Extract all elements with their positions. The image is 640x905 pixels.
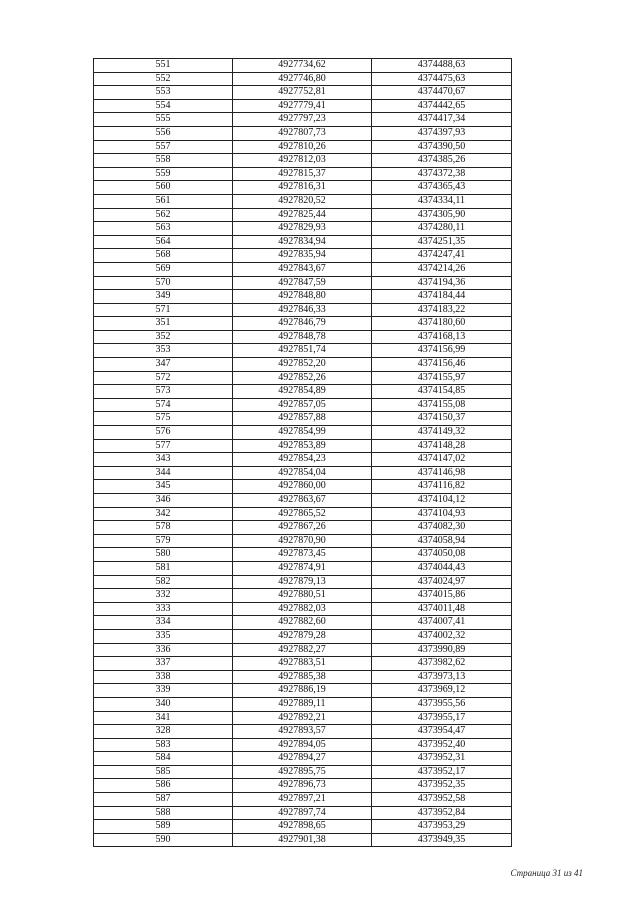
point-number-cell: 351 [94,317,233,331]
point-number-cell: 336 [94,643,233,657]
x-coordinate-cell: 4927812,03 [233,154,372,168]
x-coordinate-cell: 4927851,74 [233,344,372,358]
table-row [94,371,512,385]
x-coordinate-cell: 4927854,23 [233,453,372,467]
point-number-cell: 571 [94,303,233,317]
table-row [94,358,512,372]
point-number-cell: 575 [94,412,233,426]
y-coordinate-cell: 4374194,36 [372,276,512,290]
point-number-cell: 553 [94,86,233,100]
point-number-cell: 338 [94,670,233,684]
table-row [94,575,512,589]
x-coordinate-cell: 4927857,05 [233,398,372,412]
x-coordinate-cell: 4927867,26 [233,521,372,535]
point-number-cell: 590 [94,833,233,847]
table-row [94,426,512,440]
point-number-cell: 556 [94,126,233,140]
y-coordinate-cell: 4373952,35 [372,779,512,793]
point-number-cell: 353 [94,344,233,358]
point-number-cell: 585 [94,765,233,779]
table-row [94,494,512,508]
table-row [94,290,512,304]
table-row [94,602,512,616]
y-coordinate-cell: 4374116,82 [372,480,512,494]
x-coordinate-cell: 4927829,93 [233,222,372,236]
x-coordinate-cell: 4927882,03 [233,602,372,616]
point-number-cell: 552 [94,72,233,86]
y-coordinate-cell: 4374155,97 [372,371,512,385]
coordinates-table-body [94,59,512,847]
y-coordinate-cell: 4374007,41 [372,616,512,630]
table-row [94,385,512,399]
y-coordinate-cell: 4374104,12 [372,494,512,508]
y-coordinate-cell: 4374002,32 [372,629,512,643]
point-number-cell: 581 [94,561,233,575]
table-row [94,466,512,480]
table-row [94,262,512,276]
y-coordinate-cell: 4373952,58 [372,793,512,807]
x-coordinate-cell: 4927854,99 [233,426,372,440]
x-coordinate-cell: 4927746,80 [233,72,372,86]
y-coordinate-cell: 4374475,63 [372,72,512,86]
x-coordinate-cell: 4927886,19 [233,684,372,698]
table-row [94,140,512,154]
x-coordinate-cell: 4927752,81 [233,86,372,100]
x-coordinate-cell: 4927865,52 [233,507,372,521]
y-coordinate-cell: 4374180,60 [372,317,512,331]
point-number-cell: 328 [94,725,233,739]
x-coordinate-cell: 4927885,38 [233,670,372,684]
table-row [94,765,512,779]
y-coordinate-cell: 4374147,02 [372,453,512,467]
y-coordinate-cell: 4373955,56 [372,697,512,711]
point-number-cell: 551 [94,59,233,73]
point-number-cell: 352 [94,330,233,344]
table-row [94,208,512,222]
table-row [94,86,512,100]
table-row [94,534,512,548]
table-row [94,670,512,684]
point-number-cell: 579 [94,534,233,548]
point-number-cell: 587 [94,793,233,807]
x-coordinate-cell: 4927846,33 [233,303,372,317]
y-coordinate-cell: 4373949,35 [372,833,512,847]
point-number-cell: 335 [94,629,233,643]
y-coordinate-cell: 4374149,32 [372,426,512,440]
x-coordinate-cell: 4927779,41 [233,99,372,113]
point-number-cell: 332 [94,589,233,603]
y-coordinate-cell: 4374305,90 [372,208,512,222]
y-coordinate-cell: 4373982,62 [372,657,512,671]
point-number-cell: 569 [94,262,233,276]
point-number-cell: 344 [94,466,233,480]
y-coordinate-cell: 4373952,40 [372,738,512,752]
coordinates-table [93,58,512,847]
point-number-cell: 564 [94,235,233,249]
coordinates-table-container [93,58,511,847]
x-coordinate-cell: 4927807,73 [233,126,372,140]
point-number-cell: 346 [94,494,233,508]
point-number-cell: 562 [94,208,233,222]
point-number-cell: 589 [94,820,233,834]
x-coordinate-cell: 4927848,78 [233,330,372,344]
x-coordinate-cell: 4927870,90 [233,534,372,548]
point-number-cell: 558 [94,154,233,168]
y-coordinate-cell: 4373955,17 [372,711,512,725]
point-number-cell: 333 [94,602,233,616]
table-row [94,235,512,249]
table-row [94,725,512,739]
y-coordinate-cell: 4374050,08 [372,548,512,562]
point-number-cell: 340 [94,697,233,711]
y-coordinate-cell: 4374082,30 [372,521,512,535]
table-row [94,154,512,168]
page-number: Страница 31 из 41 [510,868,583,878]
table-row [94,194,512,208]
y-coordinate-cell: 4374154,85 [372,385,512,399]
point-number-cell: 560 [94,181,233,195]
table-row [94,276,512,290]
y-coordinate-cell: 4374488,63 [372,59,512,73]
y-coordinate-cell: 4374397,93 [372,126,512,140]
x-coordinate-cell: 4927863,67 [233,494,372,508]
table-row [94,317,512,331]
y-coordinate-cell: 4374214,26 [372,262,512,276]
x-coordinate-cell: 4927894,05 [233,738,372,752]
y-coordinate-cell: 4374365,43 [372,181,512,195]
point-number-cell: 576 [94,426,233,440]
point-number-cell: 347 [94,358,233,372]
x-coordinate-cell: 4927860,00 [233,480,372,494]
point-number-cell: 554 [94,99,233,113]
table-row [94,643,512,657]
y-coordinate-cell: 4374372,38 [372,167,512,181]
table-row [94,480,512,494]
table-row [94,344,512,358]
y-coordinate-cell: 4373952,84 [372,806,512,820]
x-coordinate-cell: 4927889,11 [233,697,372,711]
y-coordinate-cell: 4374390,50 [372,140,512,154]
point-number-cell: 580 [94,548,233,562]
point-number-cell: 588 [94,806,233,820]
table-row [94,167,512,181]
x-coordinate-cell: 4927834,94 [233,235,372,249]
y-coordinate-cell: 4374104,93 [372,507,512,521]
point-number-cell: 570 [94,276,233,290]
table-row [94,561,512,575]
y-coordinate-cell: 4374150,37 [372,412,512,426]
y-coordinate-cell: 4374251,35 [372,235,512,249]
table-row [94,99,512,113]
point-number-cell: 343 [94,453,233,467]
point-number-cell: 563 [94,222,233,236]
point-number-cell: 574 [94,398,233,412]
point-number-cell: 582 [94,575,233,589]
table-row [94,820,512,834]
y-coordinate-cell: 4374184,44 [372,290,512,304]
x-coordinate-cell: 4927797,23 [233,113,372,127]
y-coordinate-cell: 4374058,94 [372,534,512,548]
point-number-cell: 583 [94,738,233,752]
y-coordinate-cell: 4373973,13 [372,670,512,684]
table-row [94,398,512,412]
y-coordinate-cell: 4374156,46 [372,358,512,372]
x-coordinate-cell: 4927897,21 [233,793,372,807]
y-coordinate-cell: 4374183,22 [372,303,512,317]
y-coordinate-cell: 4374148,28 [372,439,512,453]
y-coordinate-cell: 4373953,29 [372,820,512,834]
point-number-cell: 577 [94,439,233,453]
y-coordinate-cell: 4374015,86 [372,589,512,603]
x-coordinate-cell: 4927879,28 [233,629,372,643]
x-coordinate-cell: 4927898,65 [233,820,372,834]
table-row [94,453,512,467]
x-coordinate-cell: 4927820,52 [233,194,372,208]
point-number-cell: 339 [94,684,233,698]
y-coordinate-cell: 4374334,11 [372,194,512,208]
table-row [94,806,512,820]
table-row [94,507,512,521]
table-row [94,126,512,140]
point-number-cell: 578 [94,521,233,535]
point-number-cell: 559 [94,167,233,181]
x-coordinate-cell: 4927894,27 [233,752,372,766]
x-coordinate-cell: 4927734,62 [233,59,372,73]
point-number-cell: 342 [94,507,233,521]
x-coordinate-cell: 4927857,88 [233,412,372,426]
y-coordinate-cell: 4374146,98 [372,466,512,480]
table-row [94,616,512,630]
x-coordinate-cell: 4927810,26 [233,140,372,154]
y-coordinate-cell: 4373952,17 [372,765,512,779]
table-row [94,439,512,453]
x-coordinate-cell: 4927892,21 [233,711,372,725]
x-coordinate-cell: 4927895,75 [233,765,372,779]
table-row [94,833,512,847]
table-row [94,752,512,766]
point-number-cell: 568 [94,249,233,263]
y-coordinate-cell: 4373990,89 [372,643,512,657]
y-coordinate-cell: 4374470,67 [372,86,512,100]
x-coordinate-cell: 4927835,94 [233,249,372,263]
y-coordinate-cell: 4374011,48 [372,602,512,616]
point-number-cell: 337 [94,657,233,671]
y-coordinate-cell: 4374280,11 [372,222,512,236]
y-coordinate-cell: 4373952,31 [372,752,512,766]
y-coordinate-cell: 4373969,12 [372,684,512,698]
y-coordinate-cell: 4374247,41 [372,249,512,263]
table-row [94,738,512,752]
x-coordinate-cell: 4927893,57 [233,725,372,739]
table-row [94,72,512,86]
x-coordinate-cell: 4927825,44 [233,208,372,222]
y-coordinate-cell: 4374385,26 [372,154,512,168]
point-number-cell: 572 [94,371,233,385]
y-coordinate-cell: 4374024,97 [372,575,512,589]
table-row [94,589,512,603]
y-coordinate-cell: 4373954,47 [372,725,512,739]
x-coordinate-cell: 4927883,51 [233,657,372,671]
x-coordinate-cell: 4927880,51 [233,589,372,603]
table-row [94,779,512,793]
point-number-cell: 341 [94,711,233,725]
table-row [94,684,512,698]
table-row [94,330,512,344]
x-coordinate-cell: 4927897,74 [233,806,372,820]
x-coordinate-cell: 4927846,79 [233,317,372,331]
y-coordinate-cell: 4374417,34 [372,113,512,127]
point-number-cell: 584 [94,752,233,766]
point-number-cell: 345 [94,480,233,494]
table-row [94,657,512,671]
x-coordinate-cell: 4927896,73 [233,779,372,793]
x-coordinate-cell: 4927843,67 [233,262,372,276]
table-row [94,793,512,807]
x-coordinate-cell: 4927879,13 [233,575,372,589]
x-coordinate-cell: 4927901,38 [233,833,372,847]
y-coordinate-cell: 4374155,08 [372,398,512,412]
table-row [94,303,512,317]
x-coordinate-cell: 4927873,45 [233,548,372,562]
x-coordinate-cell: 4927882,27 [233,643,372,657]
point-number-cell: 586 [94,779,233,793]
x-coordinate-cell: 4927816,31 [233,181,372,195]
x-coordinate-cell: 4927854,89 [233,385,372,399]
x-coordinate-cell: 4927852,26 [233,371,372,385]
table-row [94,249,512,263]
x-coordinate-cell: 4927852,20 [233,358,372,372]
x-coordinate-cell: 4927847,59 [233,276,372,290]
table-row [94,59,512,73]
table-row [94,181,512,195]
point-number-cell: 573 [94,385,233,399]
x-coordinate-cell: 4927853,89 [233,439,372,453]
x-coordinate-cell: 4927882,60 [233,616,372,630]
table-row [94,697,512,711]
table-row [94,711,512,725]
table-row [94,629,512,643]
table-row [94,412,512,426]
point-number-cell: 561 [94,194,233,208]
y-coordinate-cell: 4374442,65 [372,99,512,113]
y-coordinate-cell: 4374044,43 [372,561,512,575]
x-coordinate-cell: 4927848,80 [233,290,372,304]
y-coordinate-cell: 4374168,13 [372,330,512,344]
x-coordinate-cell: 4927874,91 [233,561,372,575]
point-number-cell: 334 [94,616,233,630]
x-coordinate-cell: 4927854,04 [233,466,372,480]
table-row [94,222,512,236]
y-coordinate-cell: 4374156,99 [372,344,512,358]
point-number-cell: 349 [94,290,233,304]
point-number-cell: 557 [94,140,233,154]
point-number-cell: 555 [94,113,233,127]
table-row [94,113,512,127]
table-row [94,521,512,535]
table-row [94,548,512,562]
x-coordinate-cell: 4927815,37 [233,167,372,181]
